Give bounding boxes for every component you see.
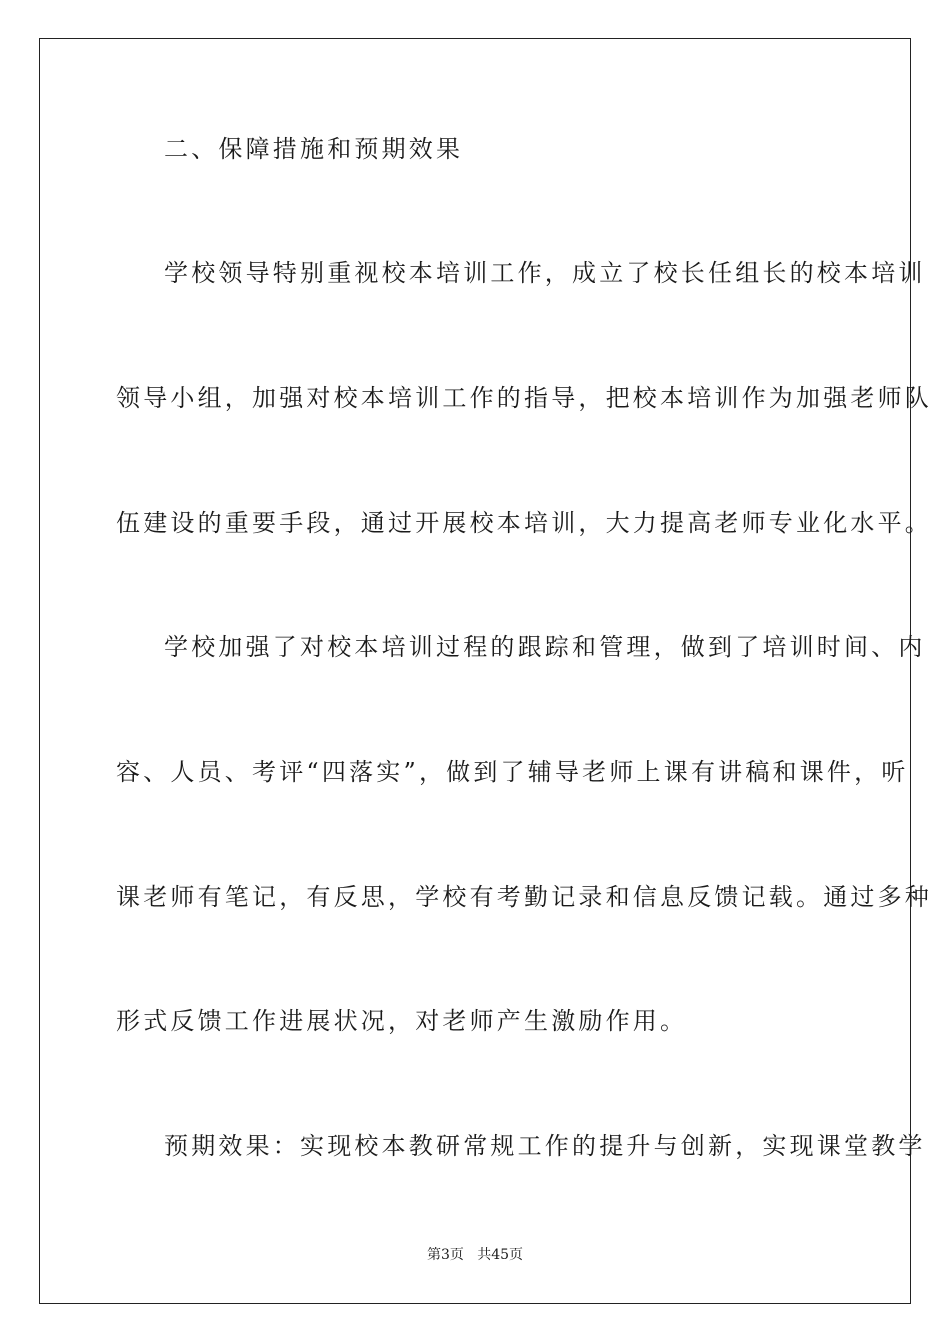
- paragraph-line: 学校加强了对校本培训过程的跟踪和管理，做到了培训时间、内: [164, 633, 926, 661]
- page-number-footer: 第3页 共45页: [426, 1247, 524, 1263]
- page-border: [39, 38, 932, 1304]
- paragraph-line: 领导小组，加强对校本培训工作的指导，把校本培训作为加强老师队: [116, 384, 932, 412]
- paragraph-line: 形式反馈工作进展状况，对老师产生激励作用。: [116, 1007, 688, 1035]
- paragraph-line: 课老师有笔记，有反思，学校有考勤记录和信息反馈记载。通过多种: [116, 883, 932, 911]
- paragraph-line: 容、人员、考评“四落实”，做到了辅导老师上课有讲稿和课件，听: [116, 758, 909, 786]
- section-heading: 二、保障措施和预期效果: [164, 135, 464, 163]
- paragraph-line: 预期效果：实现校本教研常规工作的提升与创新，实现课堂教学: [164, 1132, 926, 1160]
- paragraph-line: 学校领导特别重视校本培训工作，成立了校长任组长的校本培训: [164, 259, 926, 287]
- paragraph-line: 伍建设的重要手段，通过开展校本培训，大力提高老师专业化水平。: [116, 509, 932, 537]
